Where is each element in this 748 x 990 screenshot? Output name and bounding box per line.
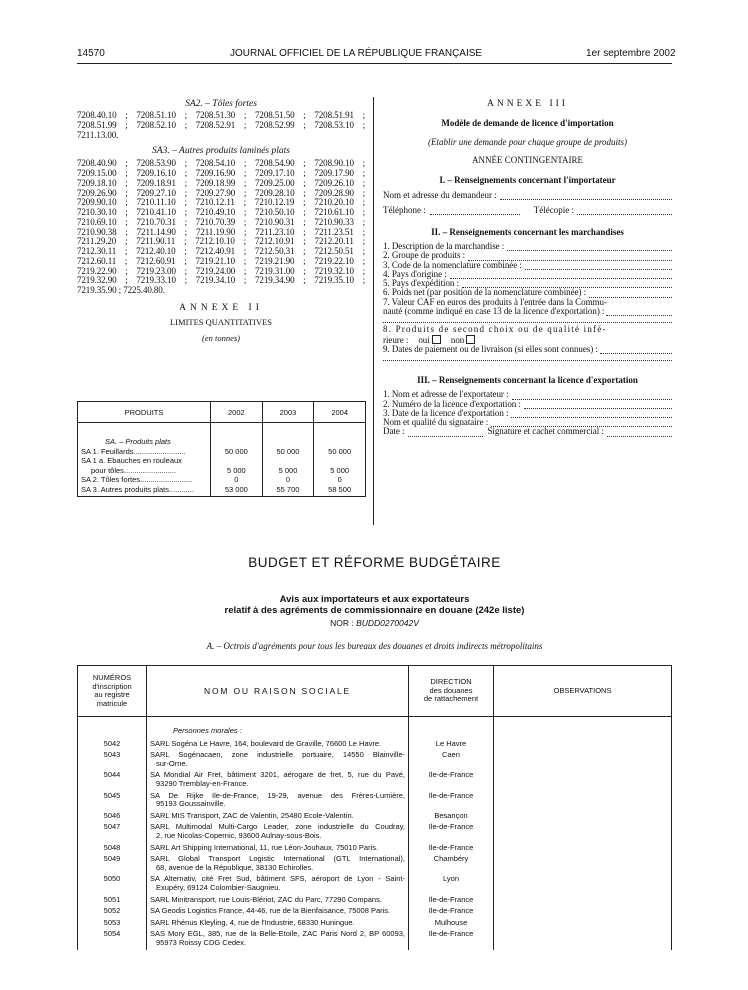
sa3-title: SA3. – Autres produits laminés plats — [152, 146, 290, 157]
code-line: 7208.40.90 ; 7208.53.90 ; 7208.54.10 ; 7208.54.90 ; 7208.90.10 ; — [77, 158, 365, 169]
oui-checkbox[interactable] — [432, 335, 441, 344]
s2-items — [383, 242, 672, 298]
s1-name-line: Nom et adresse du demandeur : — [383, 190, 672, 200]
code-line: 7210.90.38 ; 7211.14.90 ; 7211.19.90 ; 7211.23.10 ; 7211.23.51 ; — [77, 226, 365, 237]
observations — [494, 844, 672, 856]
table-row — [78, 855, 672, 875]
observations — [494, 751, 672, 771]
col-direction: DIRECTION des douanes de rattachement — [409, 666, 494, 717]
code-line: 7219.32.90 ; 7219.33.10 ; 7219.34.10 ; 7219.34.90 ; 7219.35.10 ; — [77, 275, 365, 286]
raison-sociale: SARL Multimodal Multi-Cargo Leader, zone industrielle du Coudray, 2, rue Nicolas-Copernic, 93600 Aulnay-sous-Bois. — [147, 823, 409, 843]
code-line: 7212.60.11 ; 7212.60.91 ; 7219.21.10 ; 7219.21.90 ; 7219.22.10 ; — [77, 255, 365, 266]
annexe2-unit: (en tonnes) — [201, 332, 240, 343]
raison-sociale: SARL MIS Transport, ZAC de Valentin, 25480 Ecole-Valentin. — [147, 812, 409, 824]
direction: Besançon — [409, 812, 494, 824]
registre-number: 5054 — [78, 930, 147, 950]
form-line: Nom et qualité du signataire : — [383, 418, 672, 427]
col-produits: PRODUITS — [78, 402, 211, 423]
annee-contingentaire: ANNÉE CONTINGENTAIRE — [471, 155, 583, 165]
table-row — [78, 930, 672, 950]
observations — [494, 740, 672, 752]
registre-number: 5051 — [78, 896, 147, 908]
sa2-codes — [77, 111, 365, 140]
fill-line[interactable] — [525, 261, 672, 270]
table-row — [78, 907, 672, 919]
quantity-table — [77, 401, 366, 497]
row-label: SA 1. Feuillards......................... — [81, 446, 186, 456]
col-nom: NOM OU RAISON SOCIALE — [147, 666, 409, 717]
raison-sociale: SA Geodis Logistics France, 44-46, rue de la Bienfaisance, 75008 Paris. — [147, 907, 409, 919]
raison-sociale: SARL Sogéna Le Havre, 164, boulevard de Graville, 76600 Le Havre. — [147, 740, 409, 752]
table-row — [78, 771, 672, 791]
code-line: 7209.26.90 ; 7209.27.10 ; 7209.27.90 ; 7209.28.10 ; 7209.28.90 ; — [77, 187, 365, 198]
registre-number: 5050 — [78, 875, 147, 895]
fill-line[interactable] — [524, 400, 672, 409]
annexe3-subtitle: Modèle de demande de licence d'importation — [441, 118, 614, 128]
column-divider — [373, 97, 374, 525]
direction: Caen — [409, 751, 494, 771]
form-line: 4. Pays d'origine : — [383, 270, 672, 279]
col-2003: 2003 — [262, 402, 314, 423]
observations — [494, 812, 672, 824]
raison-sociale: SARL Global Transport Logistic International (GTL International), 68, avenue de la République, 38130 Echirolles. — [147, 855, 409, 875]
quantity-table-header — [78, 402, 366, 423]
raison-sociale: SA De Rijke Ile-de-France, 19-29, avenue des Frères-Lumière, 95193 Goussainville. — [147, 792, 409, 812]
observations — [494, 907, 672, 919]
left-column — [77, 99, 365, 343]
s2-item9-extra-line — [383, 354, 672, 361]
page-number: 14570 — [77, 48, 105, 59]
observations — [494, 930, 672, 950]
direction: Ile-de-France — [409, 792, 494, 812]
form-line: 5. Pays d'expédition : — [383, 279, 672, 288]
raison-sociale: SARL Minitransport, rue Louis-Blériot, ZAC du Parc, 77290 Compans. — [147, 896, 409, 908]
table-row — [78, 823, 672, 843]
s3-date-line: Date : Signature et cachet commercial : — [383, 427, 672, 436]
non-checkbox[interactable] — [466, 335, 475, 344]
code-line: 7208.40.10 ; 7208.51.10 ; 7208.51.30 ; 7208.51.50 ; 7208.51.91 ; — [77, 110, 365, 120]
s2-item7: 7. Valeur CAF en euros des produits à l'entrée dans la Commu- nauté (comme indiqué en case 13 de la licence d'exportation) : — [383, 298, 672, 317]
annexe2-subtitle: LIMITES QUANTITATIVES — [169, 316, 272, 327]
observations — [494, 875, 672, 895]
col-numeros: NUMÉROS d'inscription au registre matricule — [78, 666, 147, 717]
s2-item8a: 8. Produits de second choix ou de qualité infé- — [383, 324, 607, 335]
registre-number: 5053 — [78, 919, 147, 931]
observations — [494, 792, 672, 812]
code-line: 7211.13.00. — [77, 129, 119, 140]
form-line: 2. Numéro de la licence d'exportation : — [383, 400, 672, 409]
col-2004: 2004 — [314, 402, 366, 423]
direction: Le Havre — [409, 740, 494, 752]
s1-tel-line: Téléphone : Télécopie : — [383, 205, 672, 215]
raison-sociale: SA Alternativ, cité Fret Sud, bâtiment SFS, aéroport de Lyon - Saint- Exupéry, 69124 Colombier-Saugnieu. — [147, 875, 409, 895]
row-label: pour tôles......................... — [91, 465, 177, 475]
fill-line[interactable] — [511, 409, 672, 418]
registre-number: 5048 — [78, 844, 147, 856]
issue-date: 1er septembre 2002 — [586, 48, 676, 59]
section-a-title: A. – Octrois d'agréments pour tous les bureaux des douanes et droits indirects métropolitains — [206, 641, 543, 651]
avis-line-1: Avis aux importateurs et aux exportateurs — [279, 594, 470, 605]
s3-items — [383, 390, 672, 427]
direction: Ile-de-France — [409, 896, 494, 908]
registre-number: 5045 — [78, 792, 147, 812]
s3-title: III. – Renseignements concernant la licence d'exportation — [417, 375, 638, 386]
sa2-title: SA2. – Tôles fortes — [185, 99, 257, 109]
direction: Chambéry — [409, 855, 494, 875]
code-line: 7211.29.20 ; 7211.90.11 ; 7212.10.10 ; 7212.10.91 ; 7212.20.11 ; — [77, 236, 365, 247]
table-row — [78, 875, 672, 895]
code-line: 7219.35.90 ; 7225.40.80. — [77, 285, 165, 295]
raison-sociale: SARL Sogénacaen, zone industrielle portuaire, 14550 Blainville- sur-Orne. — [147, 751, 409, 771]
group-label: SA. – Produits plats — [105, 437, 171, 446]
registre-number: 5052 — [78, 907, 147, 919]
col-2002: 2002 — [211, 402, 263, 423]
s2-title: II. – Renseignements concernant les marchandises — [431, 227, 624, 237]
direction: Ile-de-France — [409, 930, 494, 950]
fill-line[interactable] — [507, 242, 672, 251]
fill-line[interactable] — [512, 390, 672, 399]
direction: Ile-de-France — [409, 907, 494, 919]
raison-sociale: SARL Rhénus Kleyling, 4, rue de l'Industrie, 68330 Huningue. — [147, 919, 409, 931]
sa3-codes — [77, 159, 365, 296]
s2-item7-extra-line — [383, 316, 672, 323]
group-row — [78, 717, 672, 740]
annexe3-note: (Etablir une demande pour chaque groupe de produits) — [427, 137, 628, 147]
row-label: SA 2. Tôles fortes......................... — [81, 475, 193, 484]
budget-title: BUDGET ET RÉFORME BUDGÉTAIRE — [248, 555, 501, 570]
table-row — [78, 792, 672, 812]
form-line: 2. Groupe de produits : — [383, 251, 672, 260]
code-line: 7219.22.90 ; 7219.23.00 ; 7219.24.00 ; 7219.31.00 ; 7219.32.10 ; — [77, 265, 365, 276]
observations — [494, 855, 672, 875]
journal-title: JOURNAL OFFICIEL DE LA RÉPUBLIQUE FRANÇAISE — [230, 48, 483, 59]
code-line: 7209.18.10 ; 7209.18.91 ; 7209.18.99 ; 7209.25.00 ; 7209.26.10 ; — [77, 177, 365, 188]
form-line: 1. Nom et adresse de l'exportateur : — [383, 390, 672, 399]
code-line: 7209.90.10 ; 7210.11.10 ; 7210.12.11 ; 7210.12.19 ; 7210.20.10 ; — [77, 197, 365, 208]
row-label: SA 1 a. Ebauches en rouleaux — [81, 456, 182, 465]
annexe2-title: ANNEXE II — [179, 302, 263, 313]
code-line: 7210.30.10 ; 7210.41.10 ; 7210.49.10 ; 7210.50.10 ; 7210.61.10 ; — [77, 207, 365, 217]
form-line: 1. Description de la marchandise : — [383, 242, 672, 251]
code-line: 7210.69.10 ; 7210.70.31 ; 7210.70.39 ; 7210.90.31 ; 7210.90.33 ; — [77, 216, 365, 227]
observations — [494, 823, 672, 843]
raison-sociale: SA Mondial Air Fret, bâtiment 3201, aérogare de fret, 5, rue du Pavé, 93290 Tremblay-en-France. — [147, 771, 409, 791]
agrements-header — [78, 666, 672, 717]
code-line: 7209.15.00 ; 7209.16.10 ; 7209.16.90 ; 7209.17.10 ; 7209.17.90 ; — [77, 168, 365, 178]
nor-reference: NOR : BUDD0270042V — [330, 618, 419, 628]
form-line: 6. Poids net (par position de la nomenclature combinée) : — [383, 288, 672, 297]
code-line: 7208.51.99 ; 7208.52.10 ; 7208.52.91 ; 7208.52.99 ; 7208.53.10 ; — [77, 119, 365, 130]
s2-item9: 9. Dates de paiement ou de livraison (si elles sont connues) : — [383, 345, 672, 354]
annexe3-title: ANNEXE III — [487, 99, 568, 109]
header-rule — [77, 63, 672, 64]
observations — [494, 919, 672, 931]
raison-sociale: SAS Mory EGL, 385, rue de la Belle-Etoile, ZAC Paris Nord 2, BP 60093, 95973 Roissy CDG Cedex. — [147, 930, 409, 950]
row-label: SA 3. Autres produits plats............ — [81, 484, 194, 494]
direction: Ile-de-France — [409, 823, 494, 843]
direction: Ile-de-France — [409, 771, 494, 791]
s2-item8b: rieure : oui non — [383, 335, 672, 345]
registre-number: 5047 — [78, 823, 147, 843]
direction: Lyon — [409, 875, 494, 895]
registre-number: 5049 — [78, 855, 147, 875]
observations — [494, 896, 672, 908]
form-line: 3. Code de la nomenclature combinée : — [383, 261, 672, 270]
avis-line-2: relatif à des agréments de commissionnaire en douane (242e liste) — [224, 605, 525, 616]
form-line: 3. Date de la licence d'exportation : — [383, 409, 672, 418]
registre-number: 5046 — [78, 812, 147, 824]
raison-sociale: SARL Art Shipping International, 11, rue Léon-Jouhaux, 75010 Paris. — [147, 844, 409, 856]
registre-number: 5044 — [78, 771, 147, 791]
observations — [494, 771, 672, 791]
fill-line[interactable] — [450, 270, 672, 279]
col-observations: OBSERVATIONS — [494, 666, 672, 717]
s1-title: I. – Renseignements concernant l'importateur — [439, 175, 616, 185]
code-line: 7212.30.11 ; 7212.40.10 ; 7212.40.91 ; 7212.50.31 ; 7212.50.51 ; — [77, 246, 365, 256]
table-row — [78, 751, 672, 771]
direction: Ile-de-France — [409, 844, 494, 856]
quantity-table-body: SA. – Produits plats SA 1. Feuillards......................... SA 1 a. Ebauches en rouleaux pour tôles......................... SA 2. Tôles fortes......................... SA 3. Autres produits plats............ 50 000 5 000 0 53 000 50 000 5 000 0 55 700 50 000 5 000 0 58 500 — [78, 423, 366, 497]
registre-number: 5042 — [78, 740, 147, 752]
right-column — [383, 99, 672, 437]
group-label: Personnes morales : — [147, 717, 409, 740]
registre-number: 5043 — [78, 751, 147, 771]
agrements-table — [77, 665, 672, 950]
direction: Mulhouse — [409, 919, 494, 931]
